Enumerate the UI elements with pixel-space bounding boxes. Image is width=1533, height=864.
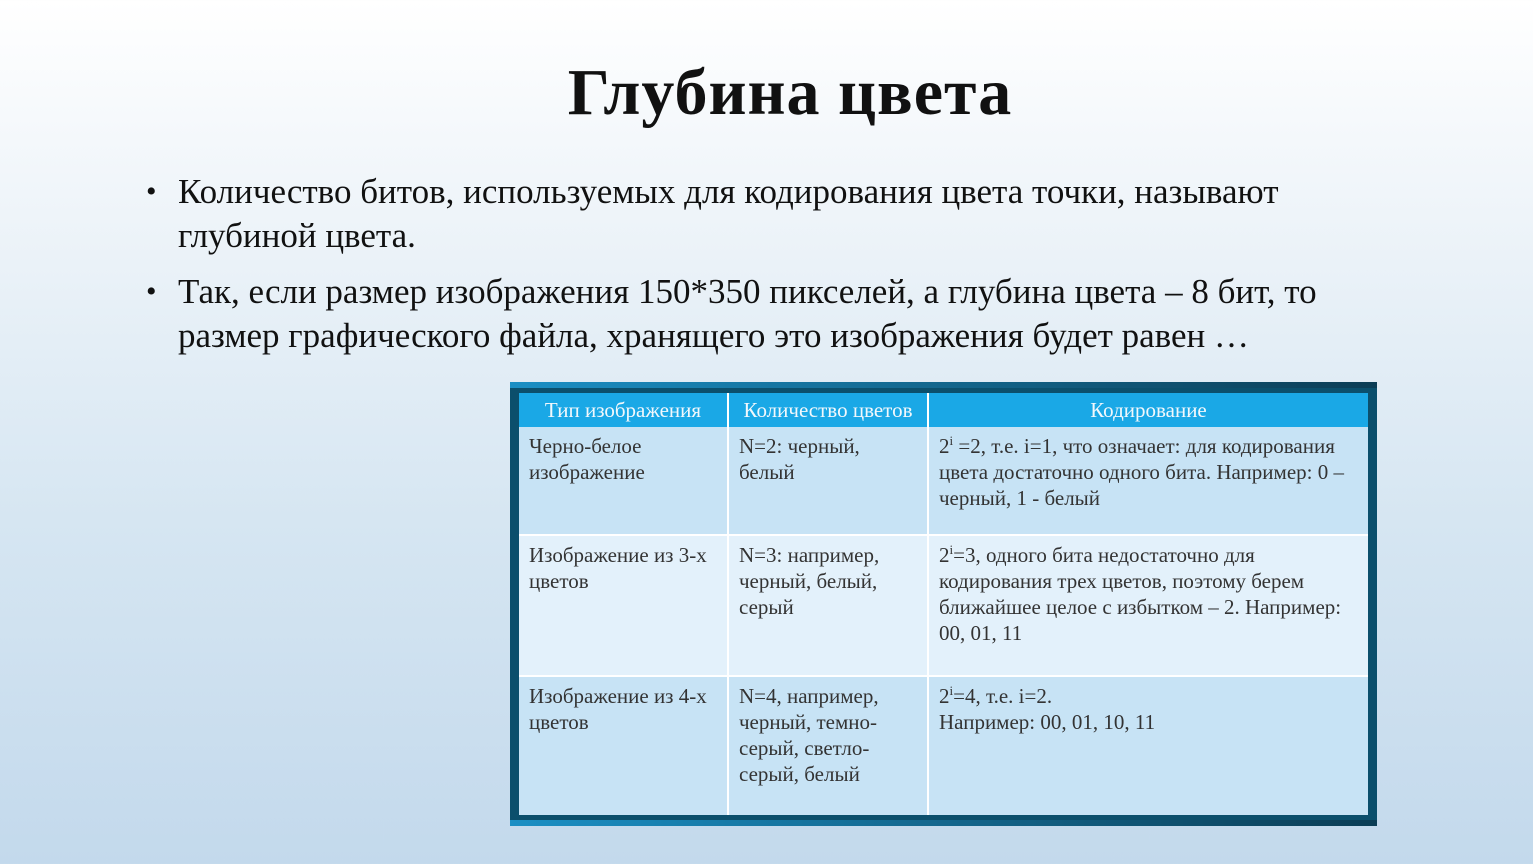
encoding-exponent: i — [949, 433, 954, 448]
color-depth-table-frame — [510, 382, 1377, 826]
encoding-text: =2, т.е. i=1, что означает: для кодирования цвета достаточно одного бита. Например: 0 – черный, 1 - белый — [939, 434, 1344, 510]
cell-color-count: N=2: черный, белый — [728, 427, 928, 535]
table-row — [519, 676, 1368, 815]
encoding-base: 2 — [939, 683, 950, 708]
bullet-item — [146, 170, 1376, 258]
slide-title: Глубина цвета — [567, 56, 1013, 129]
encoding-example: Например: 00, 01, 10, 11 — [939, 709, 1156, 734]
color-depth-table — [519, 393, 1368, 815]
bullet-marker: • — [146, 175, 157, 208]
table-header-row — [519, 393, 1368, 427]
bullet-item — [146, 270, 1376, 358]
encoding-text: =3, одного бита недостаточно для кодирования трех цветов, поэтому берем ближайшее целое с избытком – 2. Например: 00, 01, 11 — [939, 543, 1342, 646]
header-encoding: Кодирование — [928, 393, 1368, 427]
cell-image-type: Изображение из 3-х цветов — [519, 535, 728, 675]
cell-image-type: Черно-белое изображение — [519, 427, 728, 535]
cell-color-count: N=3: например, черный, белый, серый — [728, 535, 928, 675]
encoding-exponent: i — [949, 682, 954, 698]
cell-image-type: Изображение из 4-х цветов — [519, 676, 728, 815]
cell-encoding — [928, 535, 1368, 675]
encoding-base: 2 — [939, 543, 950, 568]
cell-color-count: N=4, например, черный, темно-серый, светло-серый, белый — [728, 676, 928, 815]
header-color-count: Количество цветов — [728, 393, 928, 427]
bullet-text: Так, если размер изображения 150*350 пикселей, а глубина цвета – 8 бит, то размер графического файла, хранящего это изображения будет равен … — [178, 272, 1317, 355]
encoding-exponent: i — [949, 542, 954, 558]
cell-encoding — [928, 676, 1368, 815]
cell-encoding — [928, 427, 1368, 535]
header-image-type: Тип изображения — [519, 393, 728, 427]
encoding-base: 2 — [939, 434, 950, 458]
bullet-list — [146, 170, 1376, 370]
encoding-text: =4, т.е. i=2. — [953, 683, 1053, 708]
bullet-marker: • — [146, 275, 157, 308]
table-row — [519, 427, 1368, 535]
table-row — [519, 535, 1368, 675]
bullet-text: Количество битов, используемых для кодирования цвета точки, называют глубиной цвета. — [178, 172, 1279, 255]
